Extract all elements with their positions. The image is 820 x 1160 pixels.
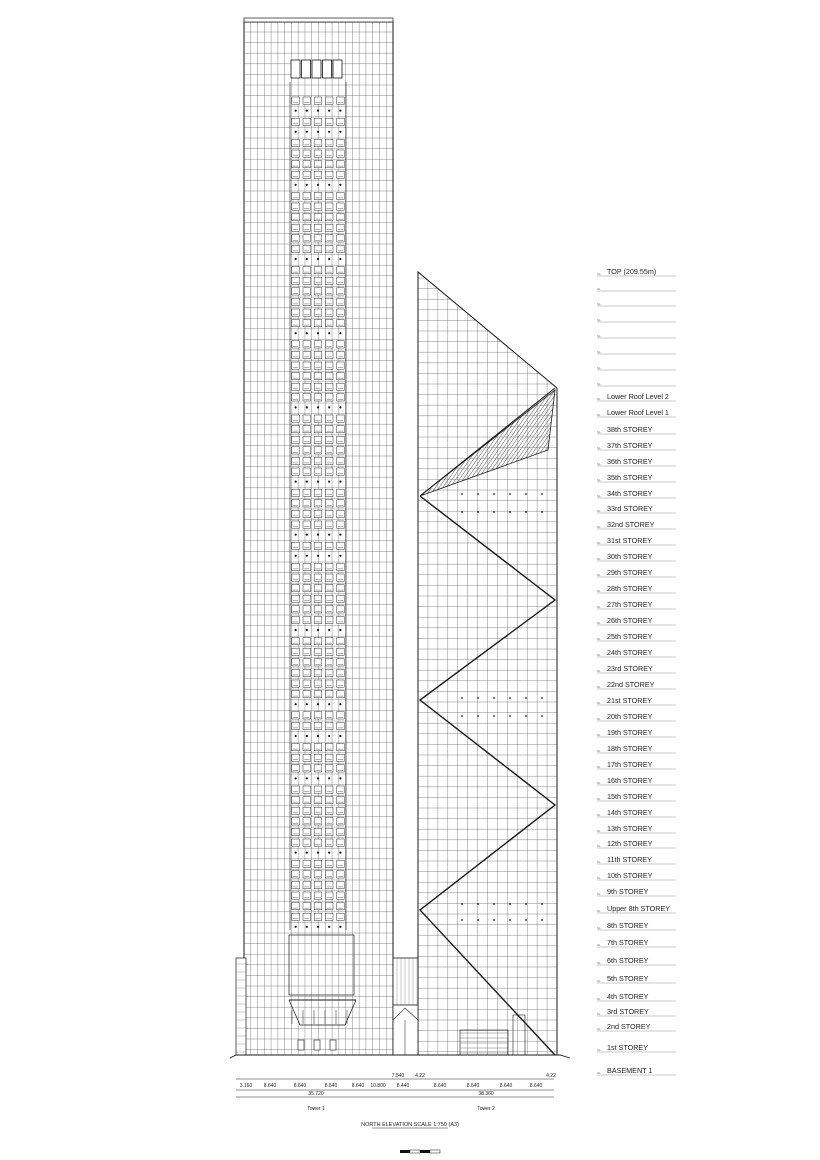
dim-right-edge: 4.22 bbox=[546, 1073, 556, 1079]
dim-t1-bay-5: 8.640 bbox=[351, 1083, 365, 1089]
level-label: 38th STOREY bbox=[607, 425, 653, 434]
level-datum-mark: SL bbox=[597, 589, 601, 593]
level-datum-mark: SL bbox=[597, 509, 601, 513]
level-datum-mark: SL bbox=[597, 997, 601, 1001]
level-datum-mark: SL bbox=[597, 397, 601, 401]
level-label: 2nd STOREY bbox=[607, 1022, 651, 1031]
level-label: 16th STOREY bbox=[607, 776, 653, 785]
level-datum-mark: SL bbox=[597, 733, 601, 737]
level-datum-mark: SL bbox=[597, 669, 601, 673]
level-label: 29th STOREY bbox=[607, 568, 653, 577]
dim-t2-bay-4: 8.640 bbox=[529, 1083, 543, 1089]
level-label: 12th STOREY bbox=[607, 839, 653, 848]
level-label: 35th STOREY bbox=[607, 473, 653, 482]
level-datum-mark: SL bbox=[597, 430, 601, 434]
level-datum-mark: SL bbox=[597, 844, 601, 848]
dim-t1-bay-2: 8.640 bbox=[263, 1083, 277, 1089]
level-label: 27th STOREY bbox=[607, 600, 653, 609]
level-label: 17th STOREY bbox=[607, 760, 653, 769]
level-label: 24th STOREY bbox=[607, 648, 653, 657]
level-datum-mark: SL bbox=[597, 382, 601, 386]
level-label: Lower Roof Level 1 bbox=[607, 408, 669, 417]
level-datum-mark: SL bbox=[597, 813, 601, 817]
level-label: 19th STOREY bbox=[607, 728, 653, 737]
level-datum-mark: SL bbox=[597, 366, 601, 370]
dim-tower1-total: 35.720 bbox=[308, 1091, 324, 1097]
level-datum-mark: SL bbox=[597, 653, 601, 657]
dim-t1-bay-3: 8.640 bbox=[293, 1083, 307, 1089]
level-datum-mark: SL bbox=[597, 621, 601, 625]
level-datum-mark: SL bbox=[597, 318, 601, 322]
level-datum-mark: SL bbox=[597, 557, 601, 561]
level-label: Upper 8th STOREY bbox=[607, 904, 670, 913]
level-datum-mark: SL bbox=[597, 909, 601, 913]
level-datum-mark: SL bbox=[597, 302, 601, 306]
level-label: TOP (209.55m) bbox=[607, 267, 657, 276]
level-datum-mark: SL bbox=[597, 573, 601, 577]
level-label: 31st STOREY bbox=[607, 536, 653, 545]
tower-2-elevation bbox=[418, 272, 557, 1055]
level-label: 28th STOREY bbox=[607, 584, 653, 593]
level-datum-mark: SL bbox=[597, 525, 601, 529]
dim-t2-bay-2: 8.640 bbox=[466, 1083, 480, 1089]
level-datum-mark: SL bbox=[597, 943, 601, 947]
level-label: 7th STOREY bbox=[607, 938, 649, 947]
level-datum-mark: SL bbox=[597, 765, 601, 769]
tower-1-label: Tower 1 bbox=[307, 1106, 325, 1112]
level-datum-mark: SL bbox=[597, 1027, 601, 1031]
level-datum-mark: SL bbox=[597, 892, 601, 896]
level-label: BASEMENT 1 bbox=[607, 1066, 653, 1075]
level-datum-mark: SL bbox=[597, 541, 601, 545]
level-label: Lower Roof Level 2 bbox=[607, 392, 669, 401]
level-datum-mark: SL bbox=[597, 749, 601, 753]
level-datum-mark: SL bbox=[597, 637, 601, 641]
level-label: 30th STOREY bbox=[607, 552, 653, 561]
level-label: 14th STOREY bbox=[607, 808, 653, 817]
level-label: 21st STOREY bbox=[607, 696, 653, 705]
dim-gap: 8.440 bbox=[396, 1083, 410, 1089]
level-datum-mark: SL bbox=[597, 287, 601, 291]
level-label: 1st STOREY bbox=[607, 1043, 649, 1052]
level-datum-mark: SL bbox=[597, 1012, 601, 1016]
dim-t2-bay-1: 8.640 bbox=[433, 1083, 447, 1089]
level-datum-mark: SL bbox=[597, 494, 601, 498]
level-datum-mark: SL bbox=[597, 717, 601, 721]
drawing-caption: NORTH ELEVATION SCALE 1:750 (A3) bbox=[361, 1122, 459, 1128]
level-label: 11th STOREY bbox=[607, 855, 652, 864]
level-label: 25th STOREY bbox=[607, 632, 653, 641]
level-datum-mark: SL bbox=[597, 334, 601, 338]
level-label: 4th STOREY bbox=[607, 992, 649, 1001]
level-label: 10th STOREY bbox=[607, 871, 653, 880]
tower-2-label: Tower 2 bbox=[477, 1106, 495, 1112]
level-datum-mark: SL bbox=[597, 797, 601, 801]
level-datum-mark: SL bbox=[597, 926, 601, 930]
level-datum-mark: SL bbox=[597, 979, 601, 983]
level-label: 6th STOREY bbox=[607, 956, 649, 965]
level-label: 13th STOREY bbox=[607, 824, 653, 833]
level-datum-mark: SL bbox=[597, 272, 601, 276]
level-label: 36th STOREY bbox=[607, 457, 653, 466]
level-label: 26th STOREY bbox=[607, 616, 653, 625]
scale-bar bbox=[400, 1150, 440, 1153]
dim-t2-bay-3: 8.640 bbox=[499, 1083, 513, 1089]
level-datum-mark: SL bbox=[597, 478, 601, 482]
level-label: 20th STOREY bbox=[607, 712, 653, 721]
level-label: 23rd STOREY bbox=[607, 664, 653, 673]
level-datum-mark: SL bbox=[597, 961, 601, 965]
level-datum-mark: SL bbox=[597, 685, 601, 689]
dim-upper-1: 7.540 bbox=[391, 1073, 405, 1079]
level-datum-mark: SL bbox=[597, 413, 601, 417]
dim-t1-bay-4: 8.640 bbox=[324, 1083, 338, 1089]
level-label: 3rd STOREY bbox=[607, 1007, 649, 1016]
dim-t1-bay-1: 3.160 bbox=[239, 1083, 253, 1089]
level-datum-mark: SL bbox=[597, 1048, 601, 1052]
level-label: 5th STOREY bbox=[607, 974, 649, 983]
level-label: 18th STOREY bbox=[607, 744, 653, 753]
level-datum-mark: SL bbox=[597, 350, 601, 354]
level-label: 9th STOREY bbox=[607, 887, 649, 896]
level-datum-mark: SL bbox=[597, 446, 601, 450]
level-datum-mark: SL bbox=[597, 462, 601, 466]
level-datum-mark: SL bbox=[597, 1071, 601, 1075]
level-datum-mark: SL bbox=[597, 781, 601, 785]
level-datum-mark: SL bbox=[597, 860, 601, 864]
level-legend bbox=[597, 267, 676, 1075]
level-label: 15th STOREY bbox=[607, 792, 653, 801]
level-datum-mark: SL bbox=[597, 605, 601, 609]
level-label: 32nd STOREY bbox=[607, 520, 655, 529]
dimension-lines bbox=[236, 1073, 556, 1128]
level-label: 8th STOREY bbox=[607, 921, 649, 930]
tower-1-elevation bbox=[244, 18, 393, 1055]
level-datum-mark: SL bbox=[597, 876, 601, 880]
dim-upper-2: 4.22 bbox=[415, 1073, 425, 1079]
dim-t1-bay-6: 10.800 bbox=[370, 1083, 386, 1089]
level-label: 34th STOREY bbox=[607, 489, 653, 498]
level-label: 22nd STOREY bbox=[607, 680, 655, 689]
level-label: 33rd STOREY bbox=[607, 504, 653, 513]
dim-tower2-total: 38.360 bbox=[478, 1091, 494, 1097]
level-datum-mark: SL bbox=[597, 701, 601, 705]
level-label: 37th STOREY bbox=[607, 441, 653, 450]
level-datum-mark: SL bbox=[597, 829, 601, 833]
